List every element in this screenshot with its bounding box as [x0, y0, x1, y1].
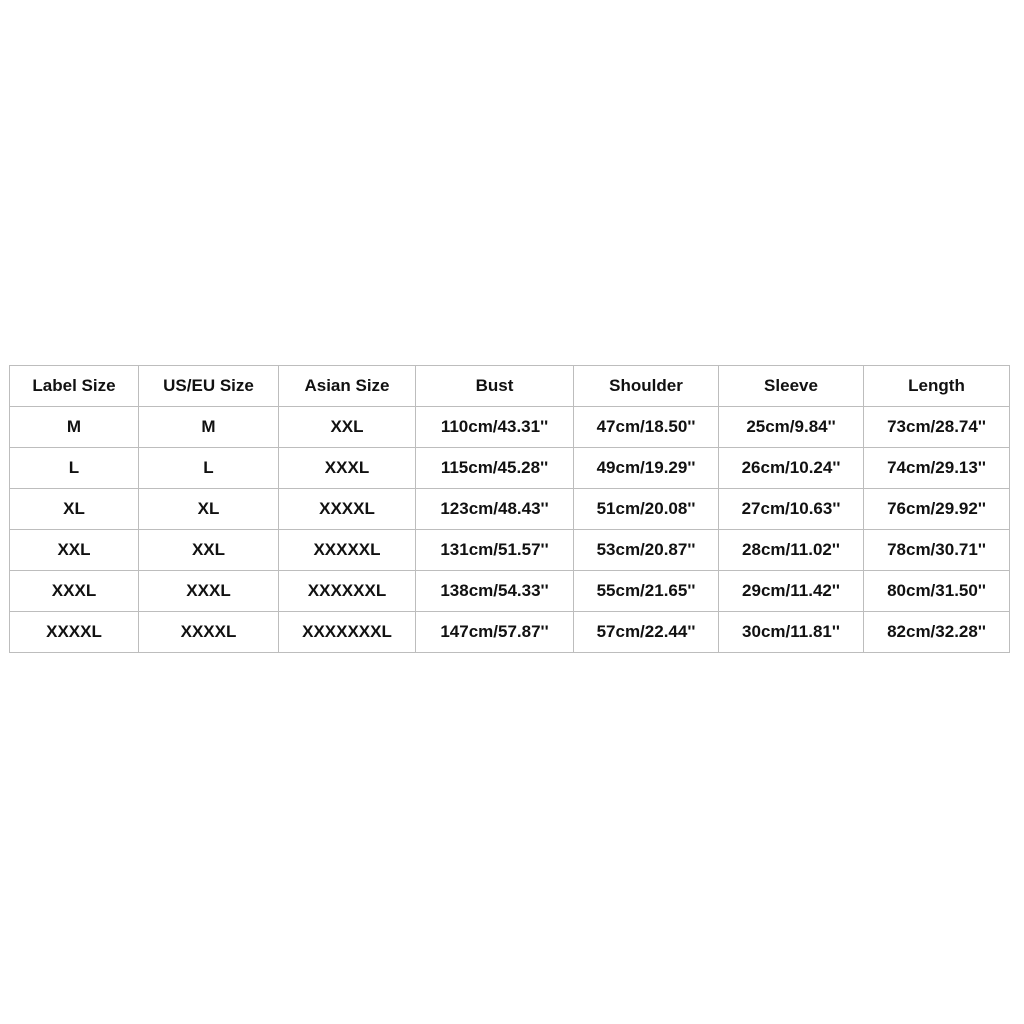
cell-length: 76cm/29.92'' — [864, 489, 1010, 530]
cell-us-eu-size: L — [139, 448, 279, 489]
cell-shoulder: 55cm/21.65'' — [574, 571, 719, 612]
cell-shoulder: 47cm/18.50'' — [574, 407, 719, 448]
table-row — [10, 612, 1010, 653]
cell-sleeve: 25cm/9.84'' — [719, 407, 864, 448]
cell-asian-size: XXXXXL — [279, 530, 416, 571]
cell-label-size: XXL — [10, 530, 139, 571]
header-row — [10, 366, 1010, 407]
header-asian-size: Asian Size — [279, 366, 416, 407]
table-row — [10, 530, 1010, 571]
cell-bust: 123cm/48.43'' — [416, 489, 574, 530]
table-row — [10, 407, 1010, 448]
table-row — [10, 489, 1010, 530]
cell-label-size: XXXL — [10, 571, 139, 612]
cell-label-size: L — [10, 448, 139, 489]
cell-asian-size: XXXL — [279, 448, 416, 489]
cell-length: 80cm/31.50'' — [864, 571, 1010, 612]
cell-bust: 110cm/43.31'' — [416, 407, 574, 448]
cell-sleeve: 29cm/11.42'' — [719, 571, 864, 612]
table-row — [10, 448, 1010, 489]
cell-label-size: XL — [10, 489, 139, 530]
cell-label-size: M — [10, 407, 139, 448]
cell-bust: 147cm/57.87'' — [416, 612, 574, 653]
cell-shoulder: 49cm/19.29'' — [574, 448, 719, 489]
header-bust: Bust — [416, 366, 574, 407]
cell-asian-size: XXL — [279, 407, 416, 448]
header-label-size: Label Size — [10, 366, 139, 407]
cell-us-eu-size: XXL — [139, 530, 279, 571]
cell-sleeve: 28cm/11.02'' — [719, 530, 864, 571]
cell-bust: 131cm/51.57'' — [416, 530, 574, 571]
cell-sleeve: 30cm/11.81'' — [719, 612, 864, 653]
header-shoulder: Shoulder — [574, 366, 719, 407]
table-row — [10, 571, 1010, 612]
cell-us-eu-size: M — [139, 407, 279, 448]
cell-length: 73cm/28.74'' — [864, 407, 1010, 448]
cell-bust: 115cm/45.28'' — [416, 448, 574, 489]
cell-asian-size: XXXXXXXL — [279, 612, 416, 653]
cell-sleeve: 27cm/10.63'' — [719, 489, 864, 530]
cell-us-eu-size: XXXL — [139, 571, 279, 612]
cell-length: 78cm/30.71'' — [864, 530, 1010, 571]
cell-sleeve: 26cm/10.24'' — [719, 448, 864, 489]
header-sleeve: Sleeve — [719, 366, 864, 407]
cell-shoulder: 53cm/20.87'' — [574, 530, 719, 571]
cell-shoulder: 51cm/20.08'' — [574, 489, 719, 530]
cell-shoulder: 57cm/22.44'' — [574, 612, 719, 653]
cell-length: 74cm/29.13'' — [864, 448, 1010, 489]
cell-bust: 138cm/54.33'' — [416, 571, 574, 612]
header-us-eu-size: US/EU Size — [139, 366, 279, 407]
header-length: Length — [864, 366, 1010, 407]
cell-us-eu-size: XXXXL — [139, 612, 279, 653]
cell-label-size: XXXXL — [10, 612, 139, 653]
cell-asian-size: XXXXXXL — [279, 571, 416, 612]
size-chart-table — [9, 365, 1010, 653]
cell-us-eu-size: XL — [139, 489, 279, 530]
cell-length: 82cm/32.28'' — [864, 612, 1010, 653]
cell-asian-size: XXXXL — [279, 489, 416, 530]
